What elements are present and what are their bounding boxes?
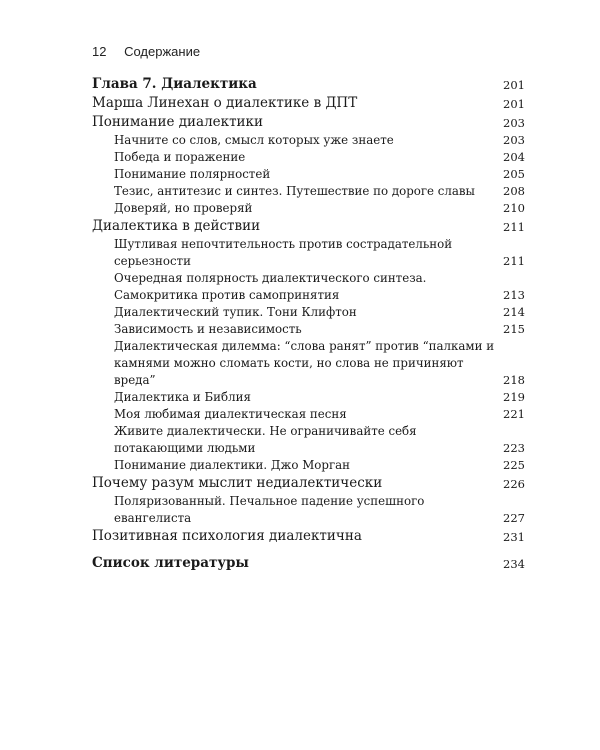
toc-entry-page: 208 [503, 184, 525, 198]
toc-chapter-entry[interactable] [92, 553, 525, 573]
toc-entry-page: 210 [503, 201, 525, 215]
toc-entry[interactable] [92, 236, 525, 270]
toc-entry[interactable] [92, 113, 525, 132]
toc-entry[interactable] [92, 527, 525, 546]
toc-entry-title: Позитивная психология диалектична [92, 528, 362, 544]
toc-entry-page: 203 [503, 133, 525, 147]
toc-entry-page: 213 [503, 288, 525, 302]
toc-entry-title: Глава 7. Диалектика [92, 76, 257, 92]
toc-entry-title: Доверяй, но проверяй [114, 201, 253, 215]
section-title: Содержание [124, 44, 201, 59]
toc-entry[interactable] [92, 423, 525, 457]
toc-entry-page: 203 [503, 116, 525, 130]
toc-entry-title: Диалектика в действии [92, 218, 261, 234]
toc-entry-title: Живите диалектически. Не ограничивайте себя потакающими людьми [114, 424, 417, 455]
toc-entry[interactable] [92, 304, 525, 321]
toc-entry[interactable] [92, 217, 525, 236]
toc-entry-page: 205 [503, 167, 525, 181]
toc-entry-page: 221 [503, 407, 525, 421]
toc-entry-page: 214 [503, 305, 525, 319]
toc-entry-page: 211 [503, 254, 525, 268]
toc-entry[interactable] [92, 166, 525, 183]
toc-entry-page: 219 [503, 390, 525, 404]
toc-entry-page: 234 [503, 557, 525, 571]
toc-entry-title: Победа и поражение [114, 150, 246, 164]
toc-entry[interactable] [92, 94, 525, 113]
toc-entry[interactable] [92, 200, 525, 217]
toc-entry-title: Список литературы [92, 555, 249, 571]
toc-entry-page: 211 [503, 220, 525, 234]
toc-entry-title: Тезис, антитезис и синтез. Путешествие по дороге славы [114, 184, 475, 198]
toc-spacer [92, 546, 525, 553]
toc-entry[interactable] [92, 338, 525, 389]
toc-entry-title: Шутливая непочтительность против сострадательной серьезности [114, 237, 453, 268]
toc-entry[interactable] [92, 457, 525, 474]
toc-entry-title: Марша Линехан о диалектике в ДПТ [92, 95, 358, 111]
toc-entry-title: Диалектическая дилемма: “слова ранят” против “палками и камнями можно сломать кости, но слова не причиняют вреда” [114, 339, 495, 387]
toc-entry-title: Диалектика и Библия [114, 390, 251, 404]
toc-entry-title: Очередная полярность диалектического синтеза. [114, 271, 427, 285]
toc-entry[interactable] [92, 474, 525, 493]
toc-entry[interactable] [92, 493, 525, 527]
toc-entry-title: Понимание диалектики. Джо Морган [114, 458, 351, 472]
toc-entry[interactable] [92, 287, 525, 304]
toc-entry-title: Диалектический тупик. Тони Клифтон [114, 305, 357, 319]
toc-entry-page: 223 [503, 441, 525, 455]
table-of-contents [92, 74, 525, 573]
toc-entry-page: 226 [503, 477, 525, 491]
toc-entry[interactable] [92, 183, 525, 200]
toc-entry-title: Почему разум мыслит недиалектически [92, 475, 383, 491]
toc-entry[interactable] [92, 270, 525, 287]
toc-entry-page: 227 [503, 511, 525, 525]
toc-entry[interactable] [92, 321, 525, 338]
toc-entry-title: Понимание полярностей [114, 167, 271, 181]
toc-entry[interactable] [92, 132, 525, 149]
toc-entry-title: Поляризованный. Печальное падение успешного евангелиста [114, 494, 425, 525]
toc-entry[interactable] [92, 149, 525, 166]
running-head [92, 44, 200, 59]
toc-entry[interactable] [92, 406, 525, 423]
toc-entry-page: 201 [503, 97, 525, 111]
toc-entry-page: 231 [503, 530, 525, 544]
toc-entry[interactable] [92, 389, 525, 406]
toc-chapter-entry[interactable] [92, 74, 525, 94]
toc-entry-title: Зависимость и независимость [114, 322, 302, 336]
page-number: 12 [92, 44, 107, 59]
toc-entry-title: Самокритика против самопринятия [114, 288, 340, 302]
toc-entry-page: 201 [503, 78, 525, 92]
toc-entry-title: Понимание диалектики [92, 114, 263, 130]
toc-entry-page: 225 [503, 458, 525, 472]
toc-entry-title: Моя любимая диалектическая песня [114, 407, 347, 421]
toc-entry-page: 218 [503, 373, 525, 387]
toc-entry-page: 204 [503, 150, 525, 164]
toc-entry-title: Начните со слов, смысл которых уже знаете [114, 133, 394, 147]
toc-entry-page: 215 [503, 322, 525, 336]
